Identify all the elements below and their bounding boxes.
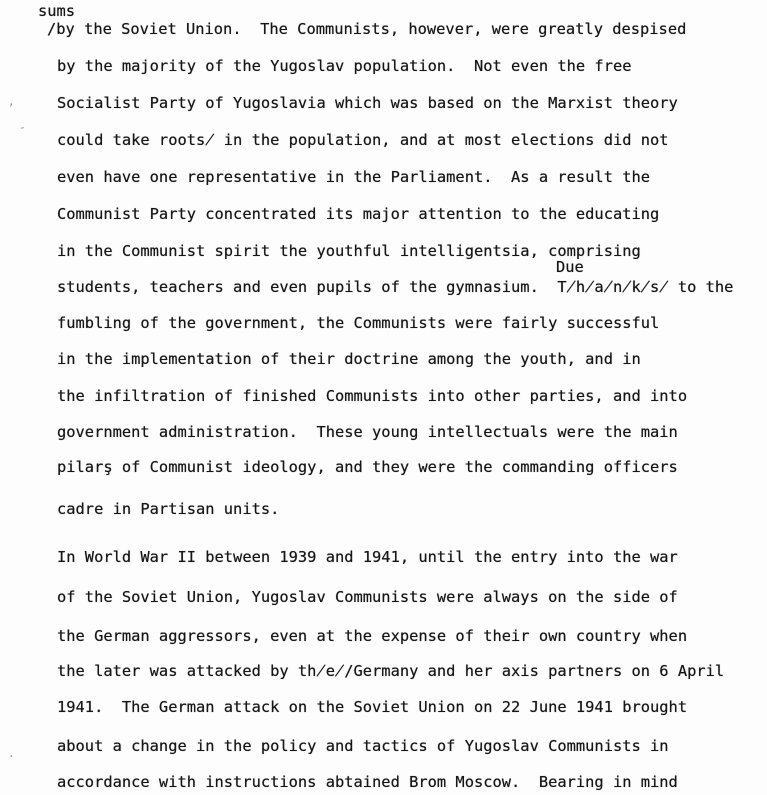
typed-line: accordance with instructions abtained Brom Moscow. Bearing in mind bbox=[57, 773, 678, 791]
typed-line: by the majority of the Yugoslav population. Not even the free bbox=[57, 57, 632, 75]
typed-line: in the implementation of their doctrine among the youth, and in bbox=[57, 350, 641, 368]
typed-line: Communist Party concentrated its major attention to the educating bbox=[57, 205, 660, 223]
typed-line-with-strikeout: students, teachers and even pupils of the gymnasium. T̸h̸a̸n̸k̸s̸ to the bbox=[57, 278, 734, 296]
typed-line-paragraph-end: cadre in Partisan units. bbox=[57, 500, 280, 518]
scan-speck: , bbox=[8, 95, 15, 108]
inserted-correction-due: Due bbox=[556, 258, 584, 276]
typed-line: 1941. The German attack on the Soviet Union on 22 June 1941 brought bbox=[57, 698, 688, 716]
typed-line: pilarş of Communist ideology, and they were the commanding officers bbox=[57, 458, 678, 476]
typed-line: about a change in the policy and tactics of Yugoslav Communists in bbox=[57, 737, 669, 755]
typed-line: /by the Soviet Union. The Communists, however, were greatly despised bbox=[47, 20, 687, 38]
typed-line-paragraph-start: In World War II between 1939 and 1941, until the entry into the war bbox=[57, 548, 678, 566]
typed-line: in the Communist spirit the youthful intelligentsia, comprising bbox=[57, 242, 641, 260]
scan-speck: - bbox=[18, 120, 27, 135]
typed-line: the German aggressors, even at the expense of their own country when bbox=[57, 627, 688, 645]
typed-line-with-strikeout: the later was attacked by th̸e̸/Germany and her axis partners on 6 April bbox=[57, 662, 725, 680]
typed-line: Socialist Party of Yugoslavia which was based on the Marxist theory bbox=[57, 94, 678, 112]
typed-line: even have one representative in the Parliament. As a result the bbox=[57, 168, 651, 186]
typed-line: could take roots̸ in the population, and at most elections did not bbox=[57, 131, 669, 149]
margin-annotation-sums: sums bbox=[38, 2, 76, 20]
typed-line: the infiltration of finished Communists into other parties, and into bbox=[57, 387, 688, 405]
typed-line: government administration. These young intellectuals were the main bbox=[57, 423, 678, 441]
scan-speck: . bbox=[8, 747, 15, 760]
typed-line: fumbling of the government, the Communists were fairly successful bbox=[57, 314, 660, 332]
typed-line: of the Soviet Union, Yugoslav Communists were always on the side of bbox=[57, 588, 678, 606]
